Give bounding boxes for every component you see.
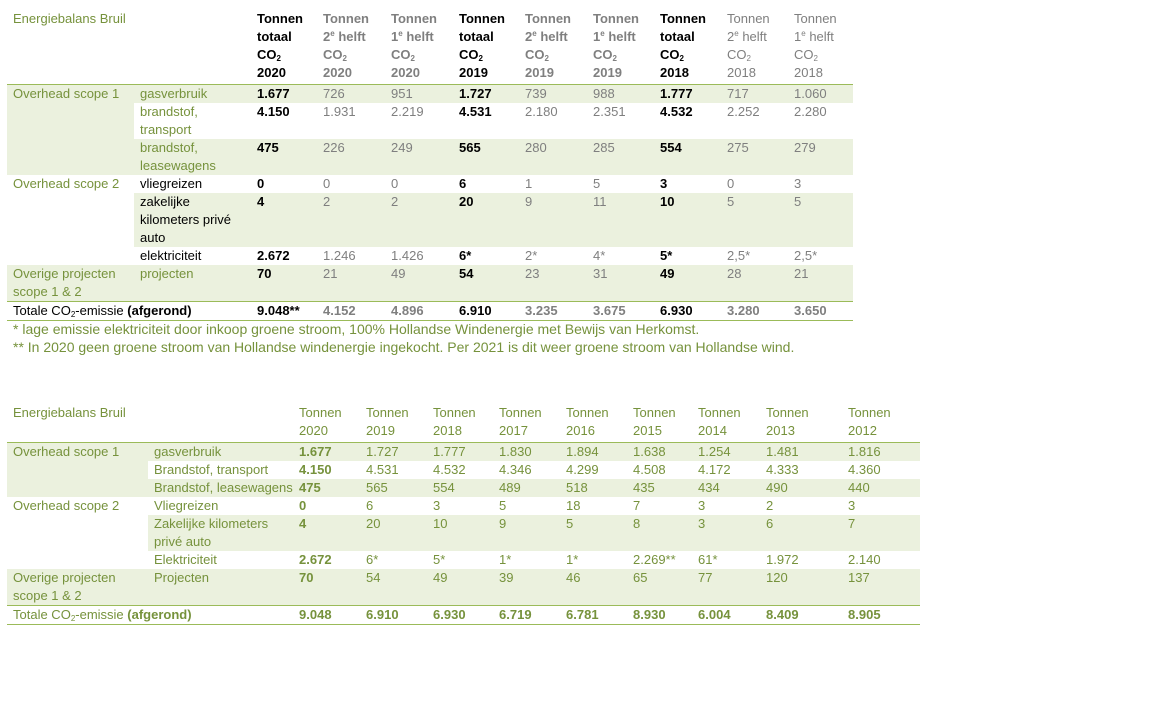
- cell: 554: [427, 479, 493, 497]
- cell: 2.252: [727, 104, 760, 119]
- cell: 5: [721, 193, 788, 247]
- cell: 440: [842, 479, 920, 497]
- row-group-label: Overige projecten scope 1 & 2: [7, 265, 134, 302]
- cell: 1.638: [627, 443, 692, 462]
- cell: 1.816: [842, 443, 920, 462]
- cell: 4: [293, 515, 360, 551]
- cell: 20: [360, 515, 427, 551]
- cell: 2.351: [593, 104, 626, 119]
- cell: 0: [299, 498, 307, 513]
- t1-col-header: Tonnen 2e helft $CO_2$ 2019: [519, 4, 587, 85]
- cell: 2.672: [257, 248, 290, 263]
- cell: 4.531: [366, 462, 399, 477]
- cell: 4.346: [499, 462, 532, 477]
- cell: 1*: [566, 552, 579, 567]
- cell: 49: [654, 265, 721, 302]
- cell: 6: [760, 515, 842, 551]
- cell: 6: [366, 498, 374, 513]
- cell: 5: [499, 498, 507, 513]
- cell: 28: [721, 265, 788, 302]
- cell: 18: [566, 498, 581, 513]
- cell: 31: [587, 265, 654, 302]
- cell: 4.172: [698, 462, 731, 477]
- cell: 0: [323, 176, 331, 191]
- cell: 3: [794, 176, 802, 191]
- cell: 1.677: [293, 443, 360, 462]
- cell: 565: [453, 139, 519, 175]
- cell: 8: [627, 515, 692, 551]
- t1-col-header: Tonnen 1e helft $CO_2$ 2018: [788, 4, 853, 85]
- cell: 4.531: [459, 104, 492, 119]
- cell: 0: [257, 176, 265, 191]
- row-group-label: Overige projecten scope 1 & 2: [7, 569, 148, 606]
- table1-title: Energiebalans Bruil: [7, 4, 251, 85]
- cell: 3: [433, 498, 441, 513]
- cell: 275: [721, 139, 788, 175]
- cell: 2: [385, 193, 453, 247]
- cell: 137: [842, 569, 920, 606]
- cell: 4.360: [848, 462, 881, 477]
- t2-col-header: Tonnen 2015: [627, 398, 692, 443]
- cell: 2: [317, 193, 385, 247]
- cell: 490: [760, 479, 842, 497]
- t1-col-header: Tonnen totaal $CO_2$ 2020: [251, 4, 317, 85]
- cell: 4.508: [633, 462, 666, 477]
- cell: 49: [385, 265, 453, 302]
- cell: 489: [493, 479, 560, 497]
- t2-col-header: Tonnen 2020: [293, 398, 360, 443]
- cell: 3.235: [519, 302, 587, 321]
- cell: 0: [391, 176, 399, 191]
- cell: 280: [519, 139, 587, 175]
- cell: 1*: [499, 552, 512, 567]
- table1-header-row: [7, 4, 853, 85]
- table-row: [7, 497, 920, 515]
- t1-col-header: Tonnen totaal $CO_2$ 2018: [654, 4, 721, 85]
- cell: 7: [842, 515, 920, 551]
- cell: 1.777: [427, 443, 493, 462]
- cell: 9: [493, 515, 560, 551]
- cell: 8.905: [842, 606, 920, 625]
- footnote-1: * lage emissie elektriciteit door inkoop groene stroom, 100% Hollandse Windenergie met Bewijs van Herkomst.: [13, 321, 700, 337]
- cell: 1.727: [360, 443, 427, 462]
- cell: 279: [788, 139, 853, 175]
- cell: 77: [692, 569, 760, 606]
- cell: 9.048**: [251, 302, 317, 321]
- total-label: Totale $CO_2$-emissie (afgerond): [7, 606, 293, 625]
- cell: 3: [660, 176, 668, 191]
- t1-col-header: Tonnen totaal $CO_2$ 2019: [453, 4, 519, 85]
- cell: 1.254: [692, 443, 760, 462]
- energy-balance-table-years: [7, 398, 920, 625]
- cell: 475: [293, 479, 360, 497]
- cell: 70: [293, 569, 360, 606]
- row-label: Vliegreizen: [154, 498, 219, 513]
- t2-col-header: Tonnen 2016: [560, 398, 627, 443]
- cell: 1.677: [251, 85, 317, 104]
- row-label: zakelijke kilometers privé auto: [134, 193, 251, 247]
- cell: 6.910: [360, 606, 427, 625]
- cell: 4.152: [317, 302, 385, 321]
- cell: 120: [760, 569, 842, 606]
- table-row: [7, 443, 920, 462]
- t1-col-header: Tonnen 1e helft $CO_2$ 2020: [385, 4, 453, 85]
- cell: 565: [360, 479, 427, 497]
- cell: 4: [251, 193, 317, 247]
- cell: 2*: [525, 248, 538, 263]
- cell: 5: [788, 193, 853, 247]
- cell: 249: [385, 139, 453, 175]
- cell: 2.219: [391, 104, 424, 119]
- cell: 518: [560, 479, 627, 497]
- cell: 10: [427, 515, 493, 551]
- cell: 6*: [459, 248, 472, 263]
- cell: 5: [593, 176, 601, 191]
- cell: 5*: [660, 248, 673, 263]
- total-label: Totale $CO_2$-emissie (afgerond): [7, 302, 251, 321]
- cell: 3: [848, 498, 856, 513]
- cell: 6*: [366, 552, 379, 567]
- row-group-label: Overhead scope 2: [13, 176, 120, 191]
- cell: 2: [766, 498, 774, 513]
- row-label: brandstof, leasewagens: [134, 139, 251, 175]
- cell: 554: [654, 139, 721, 175]
- cell: 4.299: [566, 462, 599, 477]
- cell: 2.180: [525, 104, 558, 119]
- cell: 21: [317, 265, 385, 302]
- cell: 2,5*: [727, 248, 751, 263]
- row-label: brandstof, transport: [134, 103, 251, 139]
- cell: 5*: [433, 552, 446, 567]
- cell: 1.060: [788, 85, 853, 104]
- t2-col-header: Tonnen 2017: [493, 398, 560, 443]
- row-group-label: Overhead scope 1: [7, 85, 134, 176]
- cell: 4.532: [660, 104, 693, 119]
- t1-col-header: Tonnen 2e helft $CO_2$ 2018: [721, 4, 788, 85]
- cell: 6.004: [692, 606, 760, 625]
- cell: 54: [360, 569, 427, 606]
- row-group-label: Overhead scope 1: [7, 443, 148, 498]
- cell: 739: [519, 85, 587, 104]
- t2-col-header: Tonnen 2019: [360, 398, 427, 443]
- cell: 3.280: [721, 302, 788, 321]
- t2-col-header: Tonnen 2012: [842, 398, 920, 443]
- cell: 6: [459, 176, 467, 191]
- cell: 2.140: [848, 552, 881, 567]
- cell: 3.650: [788, 302, 853, 321]
- cell: 4.150: [257, 104, 290, 119]
- cell: 1.727: [453, 85, 519, 104]
- table2-header-row: [7, 398, 920, 443]
- footnote-2: ** In 2020 geen groene stroom van Hollandse windenergie ingekocht. Per 2021 is dit weer groene stroom van Hollandse wind.: [13, 339, 795, 355]
- cell: 3: [692, 515, 760, 551]
- footnotes: [13, 320, 794, 356]
- row-label: Brandstof, transport: [148, 461, 293, 479]
- cell: 1: [525, 176, 533, 191]
- cell: 11: [587, 193, 654, 247]
- cell: 1.426: [391, 248, 424, 263]
- table2-title: Energiebalans Bruil: [7, 398, 293, 443]
- table-row: [7, 265, 853, 302]
- row-label: gasverbruik: [134, 85, 251, 104]
- cell: 4.896: [385, 302, 453, 321]
- t1-col-header: Tonnen 1e helft $CO_2$ 2019: [587, 4, 654, 85]
- table-row: [7, 139, 853, 175]
- total-row: [7, 302, 853, 321]
- cell: 226: [317, 139, 385, 175]
- row-label: Brandstof, leasewagens: [148, 479, 293, 497]
- table-row: [7, 103, 853, 139]
- row-label: projecten: [134, 265, 251, 302]
- cell: 475: [251, 139, 317, 175]
- table-row: [7, 175, 853, 193]
- cell: 9: [519, 193, 587, 247]
- cell: 726: [317, 85, 385, 104]
- row-label: Elektriciteit: [154, 552, 217, 567]
- cell: 4*: [593, 248, 606, 263]
- row-label: Zakelijke kilometers privé auto: [148, 515, 293, 551]
- cell: 435: [627, 479, 692, 497]
- cell: 5: [560, 515, 627, 551]
- row-label: vliegreizen: [140, 176, 203, 191]
- cell: 717: [721, 85, 788, 104]
- cell: 1.830: [493, 443, 560, 462]
- cell: 6.930: [654, 302, 721, 321]
- row-group-label: Overhead scope 2: [13, 498, 120, 513]
- cell: 70: [251, 265, 317, 302]
- cell: 4.532: [433, 462, 466, 477]
- cell: 988: [587, 85, 654, 104]
- cell: 6.719: [493, 606, 560, 625]
- row-label: elektriciteit: [140, 248, 202, 263]
- cell: 4.333: [766, 462, 799, 477]
- cell: 3: [698, 498, 706, 513]
- table-row: [7, 85, 853, 104]
- cell: 6.930: [427, 606, 493, 625]
- cell: 9.048: [293, 606, 360, 625]
- cell: 49: [427, 569, 493, 606]
- cell: 2,5*: [794, 248, 818, 263]
- cell: 1.481: [760, 443, 842, 462]
- cell: 6.910: [453, 302, 519, 321]
- cell: 10: [654, 193, 721, 247]
- t2-col-header: Tonnen 2014: [692, 398, 760, 443]
- cell: 65: [627, 569, 692, 606]
- cell: 1.246: [323, 248, 356, 263]
- cell: 23: [519, 265, 587, 302]
- cell: 951: [385, 85, 453, 104]
- cell: 61*: [698, 552, 718, 567]
- t1-col-header: Tonnen 2e helft $CO_2$ 2020: [317, 4, 385, 85]
- table-row: [7, 193, 853, 247]
- t2-col-header: Tonnen 2018: [427, 398, 493, 443]
- cell: 1.931: [323, 104, 356, 119]
- cell: 2.280: [794, 104, 827, 119]
- cell: 2.672: [299, 552, 332, 567]
- cell: 21: [788, 265, 853, 302]
- cell: 8.930: [627, 606, 692, 625]
- cell: 20: [453, 193, 519, 247]
- cell: 1.972: [766, 552, 799, 567]
- t2-col-header: Tonnen 2013: [760, 398, 842, 443]
- total-row: [7, 606, 920, 625]
- cell: 1.777: [654, 85, 721, 104]
- table-row: [7, 247, 853, 265]
- cell: 2.269**: [633, 552, 676, 567]
- cell: 39: [493, 569, 560, 606]
- cell: 8.409: [760, 606, 842, 625]
- cell: 7: [633, 498, 641, 513]
- cell: 434: [692, 479, 760, 497]
- cell: 1.894: [560, 443, 627, 462]
- cell: 285: [587, 139, 654, 175]
- cell: 6.781: [560, 606, 627, 625]
- cell: 46: [560, 569, 627, 606]
- energy-balance-table-half-years: [7, 4, 853, 321]
- cell: 0: [727, 176, 735, 191]
- table-row: [7, 569, 920, 606]
- cell: 4.150: [299, 462, 332, 477]
- row-label: gasverbruik: [148, 443, 293, 462]
- cell: 3.675: [587, 302, 654, 321]
- row-label: Projecten: [148, 569, 293, 606]
- cell: 54: [453, 265, 519, 302]
